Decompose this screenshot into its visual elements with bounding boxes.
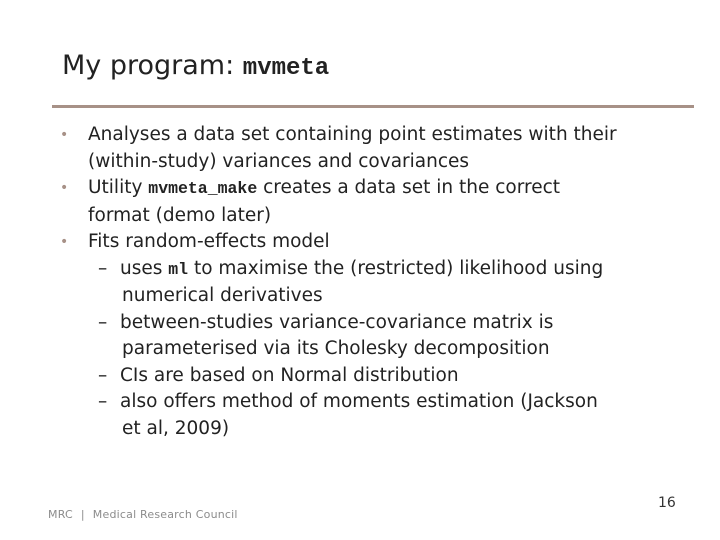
bullet-marker: • [60, 127, 69, 143]
bullet-2-code: mvmeta_make [148, 179, 258, 198]
sub-bullet-4 [60, 389, 700, 416]
slide-title [62, 48, 329, 87]
sub-bullet-3 [60, 363, 700, 390]
sub-marker: – [98, 391, 108, 412]
sub-marker: – [98, 257, 108, 279]
title-divider [52, 105, 694, 108]
sub-bullet-2 [60, 310, 700, 337]
sub-marker: – [98, 311, 108, 333]
bullet-3 [60, 229, 700, 256]
page-number: 16 [658, 495, 676, 511]
bullet-2 [60, 175, 700, 203]
sub-bullet-4-continuation: et al, 2009) [122, 417, 230, 439]
sub-bullet-1-continuation: numerical derivatives [122, 285, 323, 306]
bullet-2-continuation: format (demo later) [88, 204, 272, 226]
bullet-marker: • [60, 180, 69, 196]
bullet-2-post: creates a data set in the correct [257, 177, 561, 198]
bullet-marker: • [60, 234, 69, 250]
sub-bullet-1 [60, 256, 700, 284]
title-prefix: My program: [62, 50, 243, 81]
sub-bullet-1-code: ml [168, 259, 189, 279]
sub-marker: – [98, 364, 108, 386]
bullet-1-line1: Analyses a data set containing point estimates with their [88, 124, 617, 145]
sub-bullet-1-pre: uses [120, 257, 169, 279]
title-code: mvmeta [242, 55, 330, 82]
bullet-1-continuation: (within-study) variances and covariances [88, 150, 470, 172]
bullet-3-line1: Fits random-effects model [88, 231, 330, 252]
bullet-2-pre: Utility [88, 177, 149, 198]
bullet-list [60, 122, 700, 442]
mrc-logo [48, 508, 238, 521]
sub-bullet-2-continuation: parameterised via its Cholesky decomposition [122, 338, 550, 359]
bullet-1 [60, 122, 700, 149]
logo-abbr: MRC [48, 508, 73, 521]
logo-name: Medical Research Council [92, 508, 238, 521]
sub-bullet-2-line1: between-studies variance-covariance matrix is [120, 311, 554, 333]
sub-bullet-1-post: to maximise the (restricted) likelihood using [188, 257, 604, 279]
logo-separator: | [80, 508, 85, 521]
sub-bullet-3-line1: CIs are based on Normal distribution [120, 364, 459, 386]
sub-bullet-4-line1: also offers method of moments estimation (Jackson [120, 391, 598, 412]
